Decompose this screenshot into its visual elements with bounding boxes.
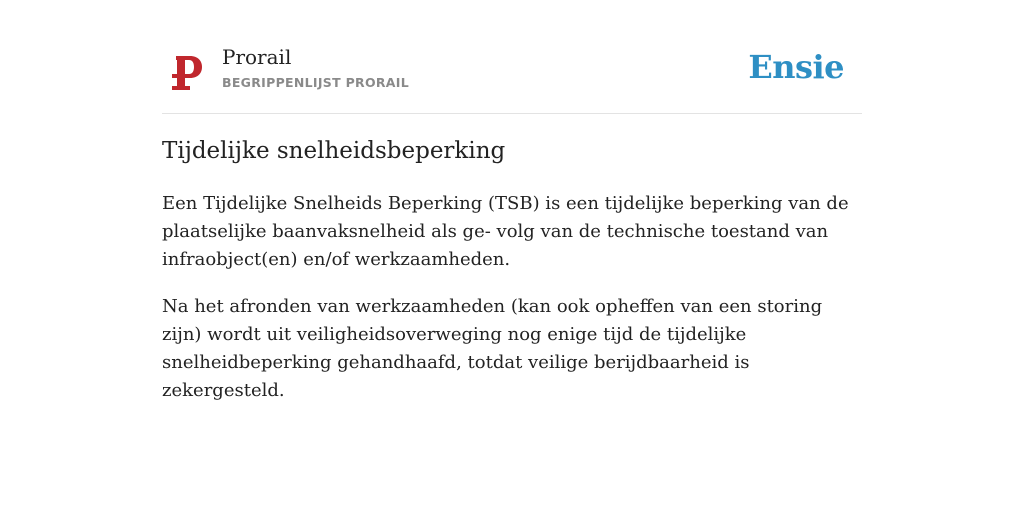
page-container bbox=[162, 0, 862, 401]
header bbox=[162, 0, 862, 114]
brand-subtitle[interactable]: BEGRIPPENLIJST PRORAIL bbox=[222, 75, 410, 90]
prorail-logo-icon[interactable] bbox=[170, 53, 204, 91]
paragraph: Na het afronden van werkzaamheden (kan ook opheffen van een storing zijn) wordt uit veiligheidsoverweging nog enige tijd de tijdelijke snelheidbeperking gehandhaafd, totdat veilige berijdbaarheid is zekergesteld. bbox=[162, 296, 823, 401]
article-body bbox=[162, 190, 862, 424]
ensie-home-link[interactable]: Ensie bbox=[748, 48, 844, 86]
paragraph: Een Tijdelijke Snelheids Beperking (TSB) is een tijdelijke beperking van de plaatselijke baanvaksnelheid als ge- volg van de technische toestand van infraobject(en) en/of werkzaamheden. bbox=[162, 193, 849, 270]
page-title: Tijdelijke snelheidsbeperking bbox=[162, 138, 506, 164]
brand-name[interactable]: Prorail bbox=[222, 45, 292, 69]
